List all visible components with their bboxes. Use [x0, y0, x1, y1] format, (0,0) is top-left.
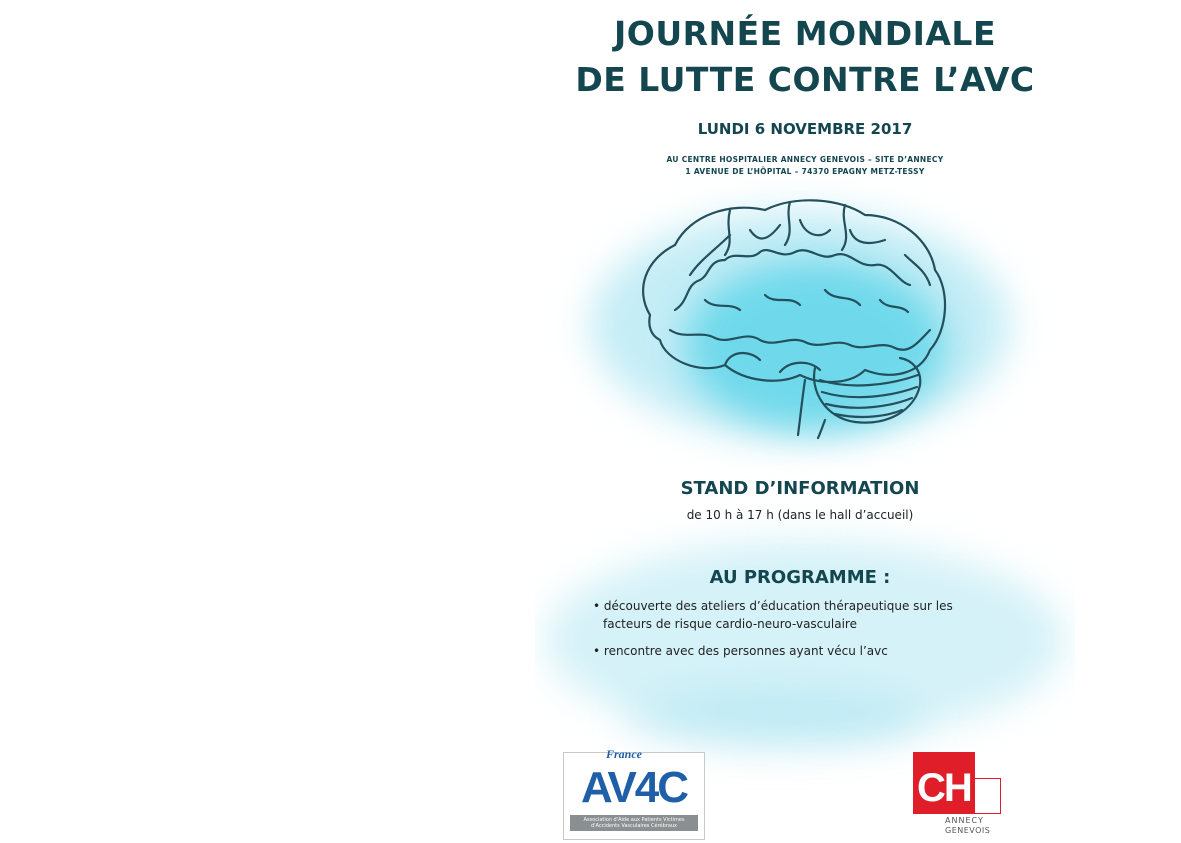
- ch-annecy-genevois-logo: [913, 752, 1003, 838]
- event-date: LUNDI 6 NOVEMBRE 2017: [697, 120, 913, 138]
- avc-logo-top-text: France: [606, 747, 642, 761]
- event-poster: [535, 0, 1075, 843]
- poster-title-line-1: JOURNÉE MONDIALE: [613, 14, 997, 53]
- brain-illustration: [630, 190, 960, 440]
- ch-logo-letters: CH: [917, 766, 971, 810]
- program-item-1-line-2: facteurs de risque cardio-neuro-vasculaire: [603, 617, 857, 631]
- stand-title: STAND D’INFORMATION: [680, 478, 920, 499]
- address-line-1: AU CENTRE HOSPITALIER ANNECY GENEVOIS – SITE D’ANNECY: [666, 155, 944, 164]
- ch-logo-line-1: ANNECY: [945, 816, 984, 825]
- address-line-2: 1 AVENUE DE L’HÔPITAL – 74370 EPAGNY METZ-TESSY: [685, 167, 925, 176]
- program-item-1-line-1: • découverte des ateliers d’éducation thérapeutique sur les: [593, 599, 953, 613]
- program-item-2: • rencontre avec des personnes ayant vécu l’avc: [593, 644, 888, 658]
- program-title: AU PROGRAMME :: [709, 567, 891, 588]
- ch-logo-line-2: GENEVOIS: [945, 826, 991, 835]
- poster-title-line-2: DE LUTTE CONTRE L’AVC: [575, 60, 1035, 99]
- france-avc-logo: [563, 747, 705, 840]
- watercolor-splash: [625, 690, 925, 750]
- stand-hours: de 10 h à 17 h (dans le hall d’accueil): [686, 508, 914, 522]
- avc-logo-letters: AV4C: [580, 763, 688, 812]
- avc-logo-tagline: Association d'Aide aux Patients Victimes d'Accidents Vasculaires Cérébraux: [570, 815, 698, 831]
